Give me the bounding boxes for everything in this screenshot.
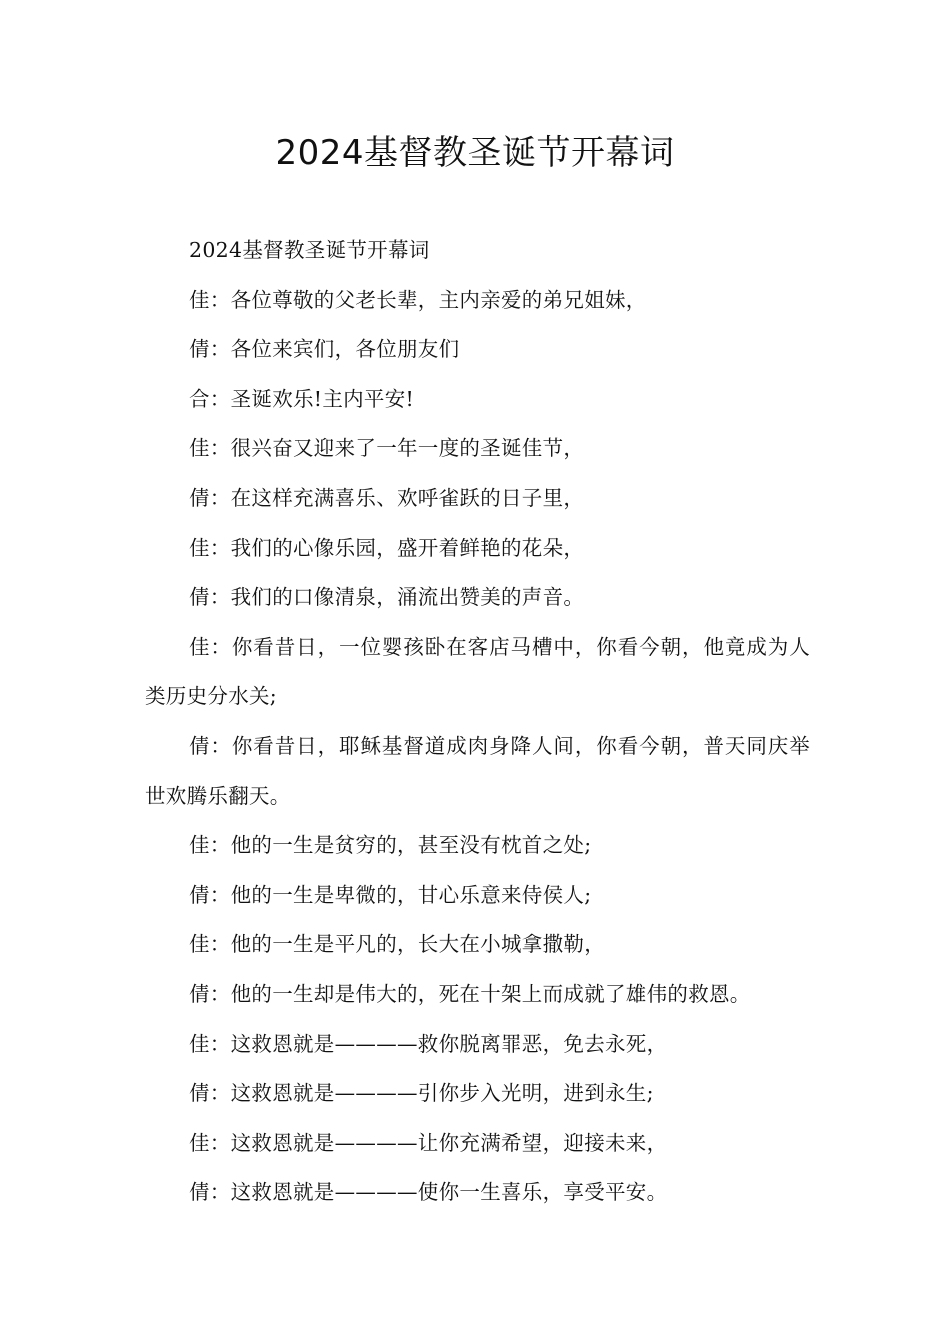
paragraph: 佳：这救恩就是————让你充满希望，迎接未来， xyxy=(189,1130,668,1155)
paragraph: 倩：我们的口像清泉，涌流出赞美的声音。 xyxy=(189,585,585,610)
paragraph: 倩：这救恩就是————引你步入光明，进到永生; xyxy=(189,1081,654,1106)
paragraph: 佳：他的一生是平凡的，长大在小城拿撒勒， xyxy=(189,932,605,957)
document-body xyxy=(145,226,810,1218)
paragraph: 倩：在这样充满喜乐、欢呼雀跃的日子里， xyxy=(189,485,585,510)
paragraph: 佳：这救恩就是————救你脱离罪恶，免去永死， xyxy=(189,1031,668,1056)
paragraph: 2024基督教圣诞节开幕词 xyxy=(189,238,430,262)
paragraph: 佳：我们的心像乐园，盛开着鲜艳的花朵， xyxy=(189,535,585,560)
paragraph: 倩：各位来宾们，各位朋友们 xyxy=(189,337,460,362)
paragraph: 佳：你看昔日，一位婴孩卧在客店马槽中，你看今朝，他竟成为人类历史分水关; xyxy=(145,634,810,709)
paragraph: 倩：他的一生却是伟大的，死在十架上而成就了雄伟的救恩。 xyxy=(189,981,751,1006)
paragraph: 合：圣诞欢乐!主内平安! xyxy=(189,386,415,411)
paragraph: 倩：你看昔日，耶稣基督道成肉身降人间，你看今朝，普天同庆举世欢腾乐翻天。 xyxy=(145,733,810,808)
document-title: 2024基督教圣诞节开幕词 xyxy=(275,133,675,173)
paragraph: 倩：这救恩就是————使你一生喜乐，享受平安。 xyxy=(189,1180,668,1205)
paragraph: 佳：各位尊敬的父老长辈，主内亲爱的弟兄姐妹， xyxy=(189,287,647,312)
paragraph: 佳：他的一生是贫穷的，甚至没有枕首之处; xyxy=(189,833,592,858)
paragraph: 倩：他的一生是卑微的，甘心乐意来侍侯人; xyxy=(189,882,592,907)
paragraph: 佳：很兴奋又迎来了一年一度的圣诞佳节， xyxy=(189,436,585,461)
